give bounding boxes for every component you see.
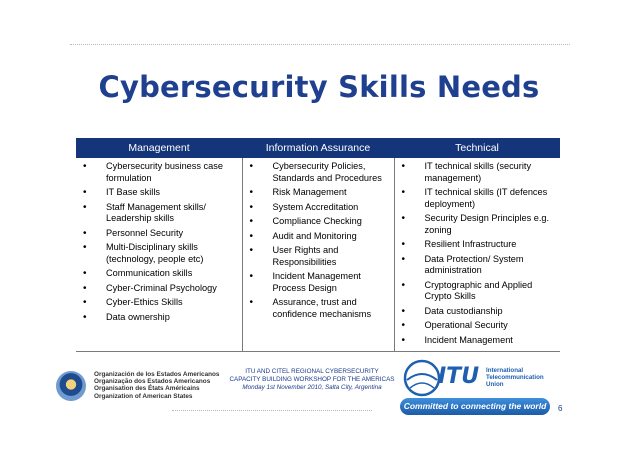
management-skill-item: • Cyber-Ethics Skills (78, 297, 240, 309)
management-skill-item: • Data ownership (78, 312, 240, 324)
information-assurance-skill-item: • System Accreditation (245, 202, 392, 214)
management-skill-item: • Cybersecurity business case formulation (78, 161, 240, 184)
workshop-line-1: ITU AND CITEL REGIONAL CYBERSECURITY (245, 368, 379, 375)
itu-logo-word: ITU (438, 364, 480, 389)
workshop-info (218, 368, 406, 392)
technical-skill-item: • Data Protection/ System administration (397, 254, 559, 277)
management-skill-item: • Personnel Security (78, 228, 240, 240)
technical-list (397, 161, 559, 346)
information-assurance-skill-item: • User Rights and Responsibilities (245, 245, 392, 268)
technical-skill-item: • Cryptographic and Applied Crypto Skills (397, 280, 559, 303)
table-body-row (76, 158, 560, 352)
oas-seal-icon (56, 371, 86, 401)
technical-skill-item: • Incident Management (397, 335, 559, 347)
itu-banner: Committed to connecting the world (400, 398, 550, 415)
information-assurance-column (242, 158, 394, 352)
workshop-date-line: Monday 1st November 2010, Salta City, Argentina (242, 384, 382, 391)
header-technical: Technical (394, 138, 560, 158)
slide-title: Cybersecurity Skills Needs (98, 70, 540, 104)
top-divider (70, 44, 570, 45)
information-assurance-skill-item: • Audit and Monitoring (245, 231, 392, 243)
information-assurance-skill-item: • Compliance Checking (245, 216, 392, 228)
management-skill-item: • Multi-Disciplinary skills (technology, people etc) (78, 242, 240, 265)
itu-name-line-3: Union (486, 381, 504, 388)
itu-name-line-2: Telecommunication (486, 374, 544, 381)
technical-skill-item: • Data custodianship (397, 306, 559, 318)
itu-full-name (486, 367, 544, 388)
technical-column (394, 158, 560, 352)
management-list (78, 161, 240, 323)
information-assurance-skill-item: • Incident Management Process Design (245, 271, 392, 294)
bottom-divider (172, 410, 372, 411)
management-skill-item: • IT Base skills (78, 187, 240, 199)
management-skill-item: • Communication skills (78, 268, 240, 280)
technical-skill-item: • Resilient Infrastructure (397, 239, 559, 251)
header-management: Management (76, 138, 242, 158)
management-skill-item: • Cyber-Criminal Psychology (78, 283, 240, 295)
technical-skill-item: • IT technical skills (security management) (397, 161, 559, 184)
oas-name-french: Organisation des États Américains (94, 385, 200, 393)
itu-logo (400, 358, 580, 420)
technical-skill-item: • Security Design Principles e.g. zoning (397, 213, 559, 236)
oas-name-portuguese: Organização dos Estados Americanos (94, 378, 211, 386)
management-skill-item: • Staff Management skills/ Leadership skills (78, 202, 240, 225)
information-assurance-skill-item: • Assurance, trust and confidence mechanisms (245, 297, 392, 320)
table-header-row (76, 138, 560, 158)
information-assurance-list (245, 161, 392, 320)
itu-globe-icon (402, 358, 442, 398)
information-assurance-skill-item: • Risk Management (245, 187, 392, 199)
oas-name-spanish: Organización de los Estados Americanos (94, 371, 220, 378)
header-information-assurance: Information Assurance (242, 138, 394, 158)
management-column (76, 158, 242, 352)
page-number: 6 (558, 404, 563, 413)
technical-skill-item: • Operational Security (397, 320, 559, 332)
technical-skill-item: • IT technical skills (IT defences deployment) (397, 187, 559, 210)
workshop-line-2: CAPACITY BUILDING WORKSHOP FOR THE AMERICAS (229, 376, 395, 383)
information-assurance-skill-item: • Cybersecurity Policies, Standards and Procedures (245, 161, 392, 184)
itu-name-line-1: International (486, 367, 524, 374)
skills-table (76, 138, 560, 352)
oas-name-english: Organization of American States (94, 392, 193, 400)
